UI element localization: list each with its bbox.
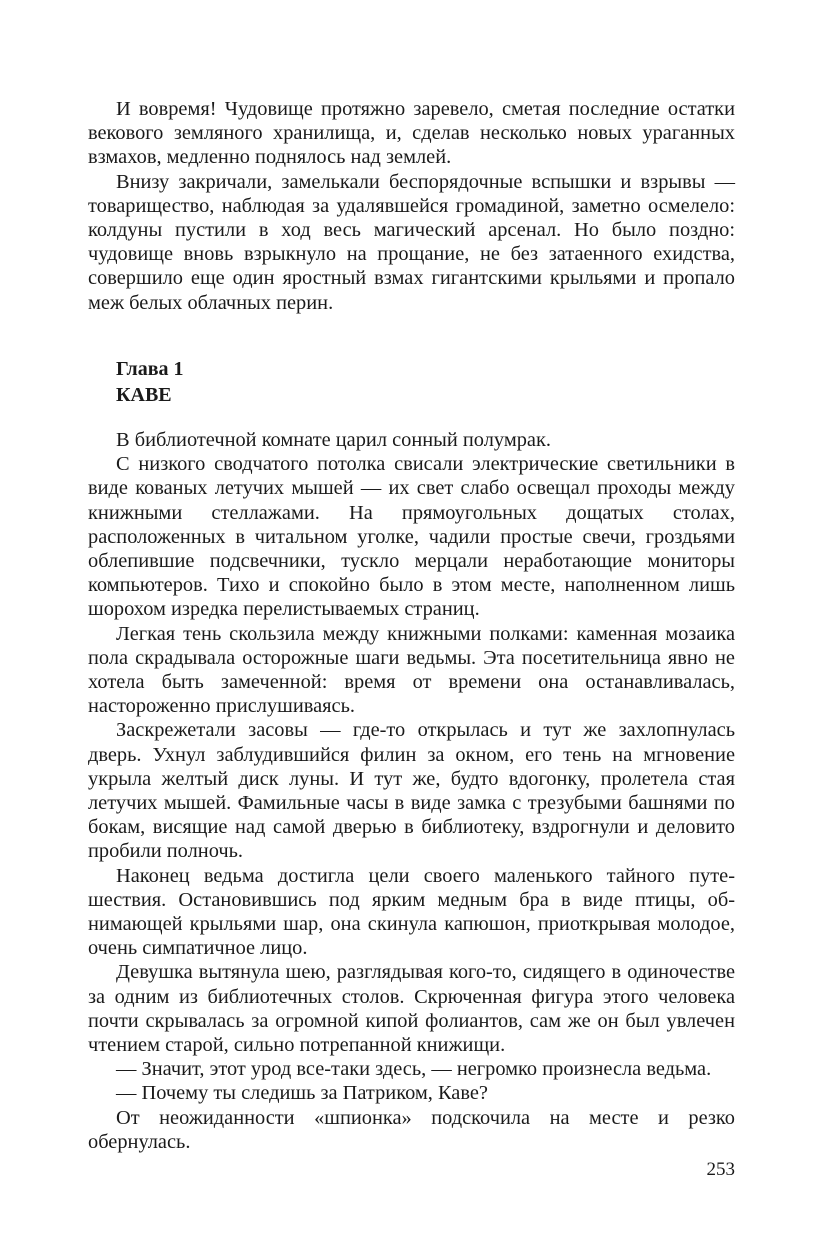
chapter-text: [88, 428, 735, 1154]
paragraph: Девушка вытянула шею, разглядывая кого-то, сидящего в одиночестве за одним из библиотечных столов. Скрюченная фигура этого человека почти скрывалась за огромной кипой фолиантов, сам же он был увлечен чтением старой, сильно потрепанной книжищи.: [88, 961, 735, 1057]
paragraph: В библиотечной комнате царил сонный полумрак.: [116, 429, 551, 451]
paragraph: От неожиданности «шпионка» подскочила на месте и резко обернулась.: [88, 1106, 735, 1153]
paragraph: С низкого сводчатого потолка свисали электрические светильники в виде кованых летучих мышей — их свет слабо освещал проходы между книжными стеллажами. На прямоугольных дощатых столах, расположенных в читальном уголке, чадили простые свечи, гроздьями облепившие подсвечники, тускло мерцали неработающие мониторы компьютеров. Тихо и спокойно было в этом месте, наполненном лишь шорохом изредка перелистываемых страниц.: [88, 453, 735, 621]
dialogue-line: — Почему ты следишь за Патриком, Каве?: [116, 1082, 488, 1105]
dialogue-line: — Значит, этот урод все-таки здесь, — негромко произнесла ведьма.: [116, 1058, 712, 1081]
paragraph: Заскрежетали засовы — где-то открылась и тут же захлопнулась дверь. Ухнул заблудившийся филин за окном, его тень на мгновение укрыла желтый диск луны. И тут же, будто вдогонку, пролетела стая летучих мышей. Фамильные часы в виде замка с трезубыми башнями по бокам, висящие над самой дверью в библиотеку, вздрогнули и деловито пробили полночь.: [88, 719, 735, 863]
chapter-heading: [116, 356, 184, 408]
paragraph: Легкая тень скользила между книжными полками: каменная мозаика пола скрадывала осторожные шаги ведьмы. Эта посетительница явно не хотела быть замеченной: время от времени она останавливалась, настороженно прислушиваясь.: [88, 622, 735, 718]
paragraph: Наконец ведьма достигла цели своего маленького тайного путешествия. Остановившись под ярким медным бра в виде птицы, обнимающей крыльями шар, она скинула капюшон, приоткрывая молодое, очень симпатичное лицо.: [88, 864, 735, 960]
chapter-title: КАВЕ: [116, 384, 172, 406]
paragraph: Внизу закричали, замелькали беспорядочные вспышки и взрывы — товарищество, наблюдая за удалявшейся громадиной, заметно осмелело: колдуны пустили в ход весь магический арсенал. Но было поздно: чудовище вновь взрыкнуло на прощание, не без затаенного ехидства, совершило еще один яростный взмах гигантскими крыльями и пропало меж белых облачных перин.: [88, 170, 735, 314]
intro-text: [88, 97, 735, 315]
paragraph: И вовремя! Чудовище протяжно заревело, сметая последние остатки векового земляного хранилища, и, сделав несколько новых ураганных взмахов, медленно поднялось над землей.: [88, 98, 735, 169]
chapter-label: Глава 1: [116, 358, 184, 380]
page-number: 253: [706, 1159, 735, 1180]
